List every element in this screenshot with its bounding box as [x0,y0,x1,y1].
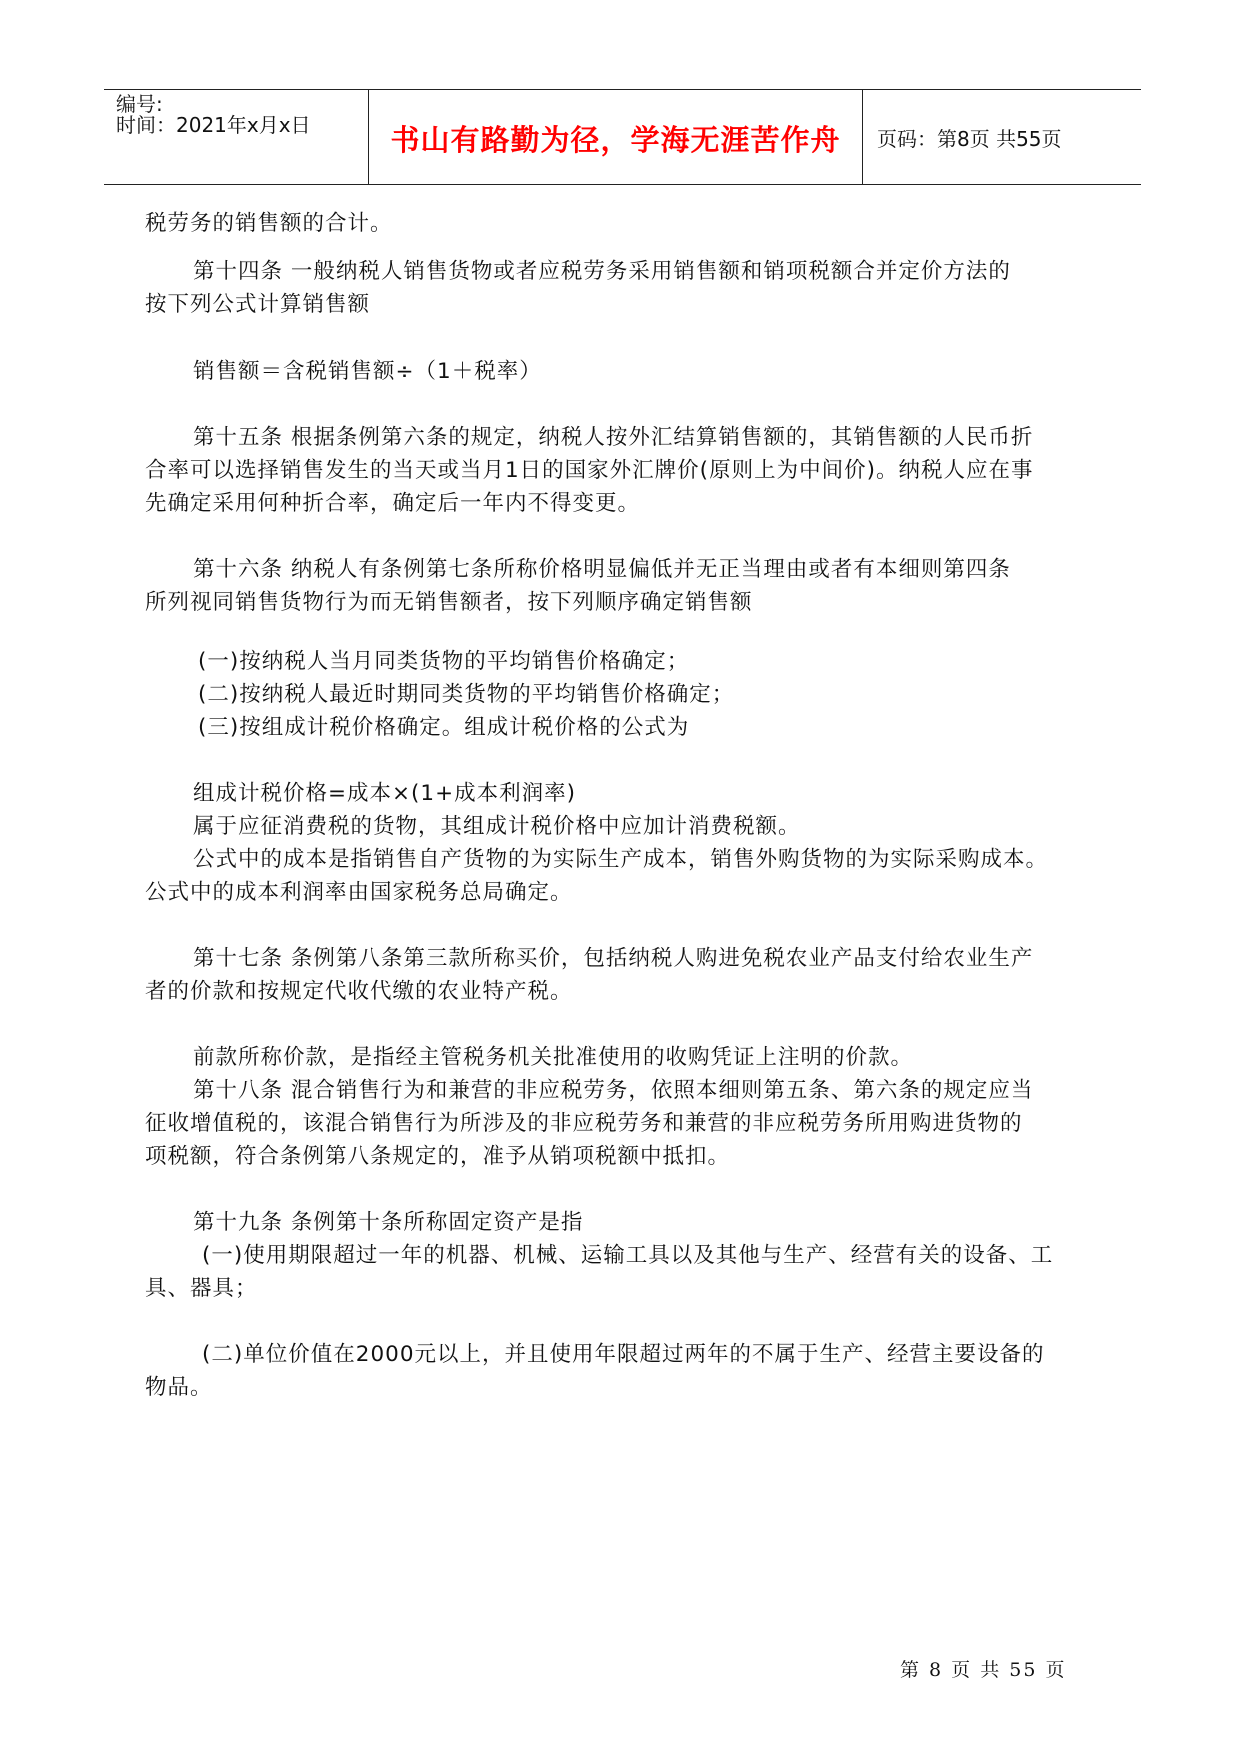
formula-composed-price: 组成计税价格=成本×(1+成本利润率) [193,781,577,806]
article-19-line-1: 第十九条 条例第十条所称固定资产是指 [193,1210,584,1235]
header-motto-cell [369,90,863,184]
article-18-line-3: 项税额，符合条例第八条规定的，准予从销项税额中抵扣。 [145,1144,731,1169]
list-item-continuation: 具、器具； [145,1276,258,1301]
list-item: (三)按组成计税价格确定。组成计税价格的公式为 [198,715,690,740]
document-number-label: 编号: [116,92,163,116]
article-17-line-1: 第十七条 条例第八条第三款所称买价，包括纳税人购进免税农业产品支付给农业生产 [193,946,1034,971]
text-line: 税劳务的销售额的合计。 [145,211,393,236]
article-15-line-2: 合率可以选择销售发生的当天或当月1日的国家外汇牌价(原则上为中间价)。纳税人应在事 [145,458,1034,483]
article-17-line-2: 者的价款和按规定代收代缴的农业特产税。 [145,979,573,1004]
list-item: (二)单位价值在2000元以上，并且使用年限超过两年的不属于生产、经营主要设备的 [202,1342,1045,1367]
formula-sales-amount: 销售额＝含税销售额÷（1＋税率） [193,359,542,384]
document-time-label: 时间：2021年x月x日 [116,113,311,137]
article-15-line-3: 先确定采用何种折合率，确定后一年内不得变更。 [145,491,641,516]
list-item: (一)按纳税人当月同类货物的平均销售价格确定； [198,649,690,674]
page-footer: 第 8 页 共 55 页 [900,1659,1067,1681]
text-line: 公式中的成本利润率由国家税务总局确定。 [145,880,573,905]
article-14-line-2: 按下列公式计算销售额 [145,292,371,317]
page-header [104,89,1141,185]
text-line: 公式中的成本是指销售自产货物的为实际生产成本，销售外购货物的为实际采购成本。 [193,847,1049,872]
list-item: (二)按纳税人最近时期同类货物的平均销售价格确定； [198,682,735,707]
article-18-line-1: 第十八条 混合销售行为和兼营的非应税劳务，依照本细则第五条、第六条的规定应当 [193,1078,1034,1103]
header-page-info: 页码：第8页 共55页 [877,127,1062,151]
article-14-line-1: 第十四条 一般纳税人销售货物或者应税劳务采用销售额和销项税额合并定价方法的 [193,259,1011,284]
document-body [145,205,1101,1585]
article-16-line-1: 第十六条 纳税人有条例第七条所称价格明显偏低并无正当理由或者有本细则第四条 [193,557,1011,582]
header-page-cell [863,90,1141,184]
list-item-continuation: 物品。 [145,1375,213,1400]
text-line: 前款所称价款，是指经主管税务机关批准使用的收购凭证上注明的价款。 [193,1045,914,1070]
header-motto: 书山有路勤为径，学海无涯苦作舟 [390,123,841,157]
article-15-line-1: 第十五条 根据条例第六条的规定，纳税人按外汇结算销售额的，其销售额的人民币折 [193,425,1034,450]
list-item: (一)使用期限超过一年的机器、机械、运输工具以及其他与生产、经营有关的设备、工 [202,1243,1054,1268]
article-18-line-2: 征收增值税的，该混合销售行为所涉及的非应税劳务和兼营的非应税劳务所用购进货物的 [145,1111,1023,1136]
header-info-cell [104,90,369,184]
article-16-line-2: 所列视同销售货物行为而无销售额者，按下列顺序确定销售额 [145,590,753,615]
text-line: 属于应征消费税的货物，其组成计税价格中应加计消费税额。 [193,814,801,839]
